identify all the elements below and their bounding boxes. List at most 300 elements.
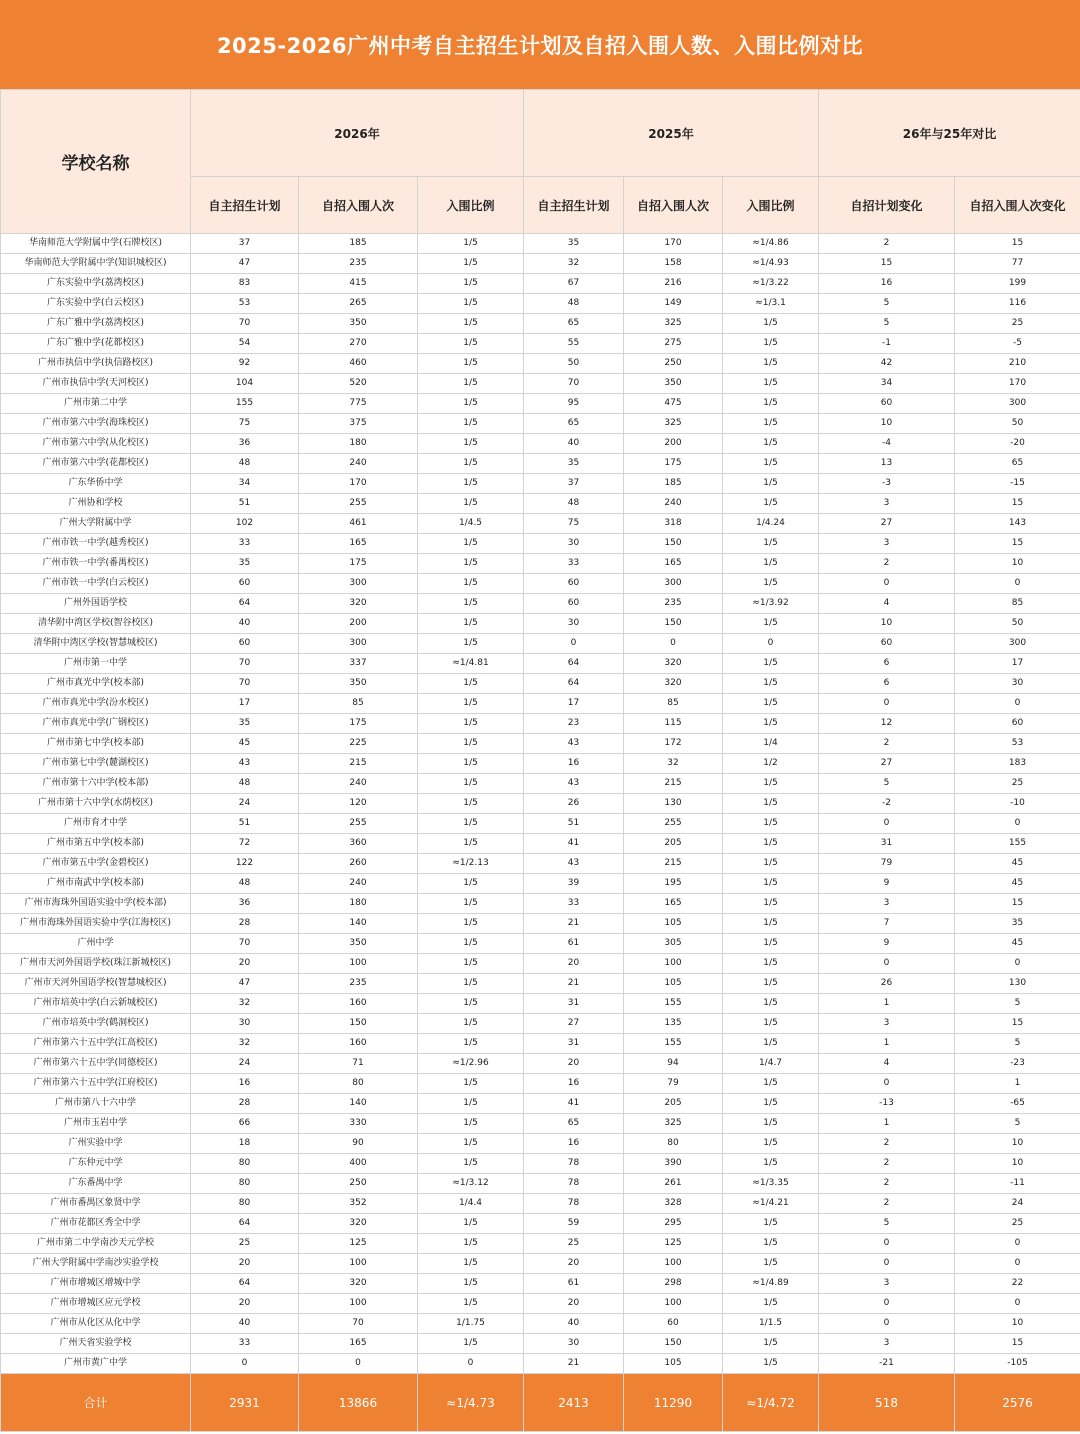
school-name-cell: 广州市第五中学(校本部) [1, 834, 191, 854]
value-cell: 21 [524, 974, 624, 994]
value-cell: 261 [624, 1174, 723, 1194]
value-cell: 0 [819, 1294, 955, 1314]
table-row [1, 1154, 1080, 1174]
value-cell: 72 [191, 834, 299, 854]
value-cell: 45 [955, 854, 1080, 874]
value-cell: 125 [624, 1234, 723, 1254]
table-row [1, 1174, 1080, 1194]
table-row [1, 734, 1080, 754]
value-cell: 1/5 [418, 1134, 524, 1154]
value-cell: 12 [819, 714, 955, 734]
value-cell: 2 [819, 554, 955, 574]
table-row [1, 1054, 1080, 1074]
school-name-cell: 广州协和学校 [1, 494, 191, 514]
school-name-cell: 广东华侨中学 [1, 474, 191, 494]
header-2025-shortlist: 自招入围人次 [624, 177, 723, 234]
value-cell: 48 [191, 774, 299, 794]
school-name-cell: 广州市第六中学(海珠校区) [1, 414, 191, 434]
value-cell: 20 [524, 954, 624, 974]
value-cell: 172 [624, 734, 723, 754]
school-name-cell: 清华附中湾区学校(智慧城校区) [1, 634, 191, 654]
value-cell: 1/5 [723, 1234, 819, 1254]
value-cell: 215 [299, 754, 418, 774]
value-cell: 95 [524, 394, 624, 414]
value-cell: 1/5 [418, 1014, 524, 1034]
value-cell: 1/5 [418, 994, 524, 1014]
value-cell: 185 [624, 474, 723, 494]
value-cell: ≈1/3.12 [418, 1174, 524, 1194]
value-cell: 16 [524, 1074, 624, 1094]
value-cell: 51 [524, 814, 624, 834]
value-cell: 1/5 [418, 974, 524, 994]
value-cell: 1/5 [723, 954, 819, 974]
value-cell: 80 [191, 1174, 299, 1194]
value-cell: 43 [524, 734, 624, 754]
school-name-cell: 广州市培英中学(白云新城校区) [1, 994, 191, 1014]
value-cell: 1/1.75 [418, 1314, 524, 1334]
value-cell: -4 [819, 434, 955, 454]
value-cell: 1/5 [723, 1094, 819, 1114]
school-name-cell: 广州市第六十五中学(江高校区) [1, 1034, 191, 1054]
value-cell: 1/5 [418, 254, 524, 274]
value-cell: ≈1/3.35 [723, 1174, 819, 1194]
value-cell: 1/5 [723, 774, 819, 794]
school-name-cell: 广州市天河外国语学校(珠江新城校区) [1, 954, 191, 974]
school-name-cell: 广州市第十六中学(校本部) [1, 774, 191, 794]
value-cell: 51 [191, 494, 299, 514]
value-cell: 43 [191, 754, 299, 774]
table-row [1, 774, 1080, 794]
value-cell: 75 [524, 514, 624, 534]
value-cell: ≈1/4.86 [723, 234, 819, 254]
value-cell: 130 [624, 794, 723, 814]
value-cell: 116 [955, 294, 1080, 314]
value-cell: 0 [819, 814, 955, 834]
value-cell: 78 [524, 1174, 624, 1194]
table-row [1, 1134, 1080, 1154]
value-cell: 70 [191, 934, 299, 954]
value-cell: 400 [299, 1154, 418, 1174]
value-cell: 120 [299, 794, 418, 814]
value-cell: 215 [624, 854, 723, 874]
value-cell: 360 [299, 834, 418, 854]
value-cell: 1/4 [723, 734, 819, 754]
value-cell: 1/5 [418, 234, 524, 254]
school-name-cell: 广州市第一中学 [1, 654, 191, 674]
value-cell: 1/5 [418, 594, 524, 614]
value-cell: 1/5 [418, 534, 524, 554]
value-cell: 31 [524, 994, 624, 1014]
value-cell: 1/5 [418, 614, 524, 634]
value-cell: 31 [819, 834, 955, 854]
value-cell: 32 [191, 994, 299, 1014]
table-row [1, 994, 1080, 1014]
value-cell: 1/5 [723, 794, 819, 814]
value-cell: 1/5 [723, 354, 819, 374]
value-cell: 61 [524, 1274, 624, 1294]
value-cell: 1/5 [723, 1214, 819, 1234]
value-cell: 2 [819, 1154, 955, 1174]
table-row [1, 614, 1080, 634]
school-name-cell: 广州市育才中学 [1, 814, 191, 834]
value-cell: 3 [819, 894, 955, 914]
value-cell: 0 [819, 1254, 955, 1274]
value-cell: 0 [191, 1354, 299, 1374]
value-cell: 24 [191, 1054, 299, 1074]
value-cell: 1/5 [723, 1074, 819, 1094]
value-cell: 0 [418, 1354, 524, 1374]
value-cell: 1/5 [418, 494, 524, 514]
value-cell: 1/5 [723, 714, 819, 734]
value-cell: 48 [191, 874, 299, 894]
value-cell: -15 [955, 474, 1080, 494]
value-cell: 24 [191, 794, 299, 814]
value-cell: 3 [819, 534, 955, 554]
value-cell: 32 [191, 1034, 299, 1054]
value-cell: 2 [819, 1194, 955, 1214]
value-cell: 40 [524, 434, 624, 454]
value-cell: 15 [955, 1334, 1080, 1354]
value-cell: 80 [299, 1074, 418, 1094]
value-cell: 66 [191, 1114, 299, 1134]
school-name-cell: 清华附中湾区学校(智谷校区) [1, 614, 191, 634]
value-cell: 30 [191, 1014, 299, 1034]
value-cell: 1/5 [418, 1294, 524, 1314]
value-cell: 100 [624, 1254, 723, 1274]
value-cell: 240 [299, 774, 418, 794]
school-name-cell: 广州市增城区应元学校 [1, 1294, 191, 1314]
school-name-cell: 广州市番禺区象贤中学 [1, 1194, 191, 1214]
value-cell: 35 [191, 714, 299, 734]
value-cell: 37 [191, 234, 299, 254]
value-cell: 65 [524, 414, 624, 434]
value-cell: 25 [955, 774, 1080, 794]
value-cell: 21 [524, 914, 624, 934]
value-cell: 64 [524, 654, 624, 674]
value-cell: 20 [191, 954, 299, 974]
table-row [1, 1234, 1080, 1254]
header-2026-shortlist: 自招入围人次 [299, 177, 418, 234]
value-cell: 25 [191, 1234, 299, 1254]
value-cell: 1/5 [418, 1074, 524, 1094]
school-name-cell: 广州市南武中学(校本部) [1, 874, 191, 894]
value-cell: 1/5 [723, 554, 819, 574]
table-row [1, 574, 1080, 594]
header-compare: 26年与25年对比 [819, 90, 1080, 177]
value-cell: 94 [624, 1054, 723, 1074]
value-cell: 149 [624, 294, 723, 314]
value-cell: 205 [624, 1094, 723, 1114]
value-cell: 300 [624, 574, 723, 594]
value-cell: 150 [624, 534, 723, 554]
enrollment-table [0, 89, 1080, 1432]
value-cell: 1/5 [723, 574, 819, 594]
table-row [1, 794, 1080, 814]
value-cell: 50 [955, 614, 1080, 634]
value-cell: 34 [191, 474, 299, 494]
value-cell: 325 [624, 314, 723, 334]
value-cell: 1/5 [723, 374, 819, 394]
value-cell: 1 [955, 1074, 1080, 1094]
value-cell: 1/5 [418, 574, 524, 594]
value-cell: 1/5 [723, 694, 819, 714]
table-row [1, 454, 1080, 474]
value-cell: 15 [955, 1014, 1080, 1034]
table-row [1, 534, 1080, 554]
value-cell: 240 [624, 494, 723, 514]
header-2026: 2026年 [191, 90, 524, 177]
value-cell: 60 [819, 394, 955, 414]
page-title: 2025-2026广州中考自主招生计划及自招入围人数、入围比例对比 [0, 0, 1080, 89]
value-cell: 78 [524, 1154, 624, 1174]
school-name-cell: 广州天省实验学校 [1, 1334, 191, 1354]
value-cell: 1/5 [723, 974, 819, 994]
value-cell: 1/4.24 [723, 514, 819, 534]
value-cell: 64 [191, 1274, 299, 1294]
value-cell: 350 [299, 674, 418, 694]
value-cell: 0 [819, 1234, 955, 1254]
value-cell: 1/5 [723, 1114, 819, 1134]
value-cell: 10 [955, 1314, 1080, 1334]
value-cell: 0 [819, 694, 955, 714]
value-cell: 165 [624, 554, 723, 574]
value-cell: 1/5 [723, 494, 819, 514]
value-cell: 1/5 [418, 674, 524, 694]
school-name-cell: 广东实验中学(荔湾校区) [1, 274, 191, 294]
value-cell: 390 [624, 1154, 723, 1174]
school-name-cell: 广州外国语学校 [1, 594, 191, 614]
table-row [1, 334, 1080, 354]
value-cell: 35 [191, 554, 299, 574]
table-row [1, 1354, 1080, 1374]
total-cell: 2931 [191, 1374, 299, 1432]
value-cell: 199 [955, 274, 1080, 294]
table-row [1, 874, 1080, 894]
value-cell: 10 [955, 554, 1080, 574]
table-row [1, 594, 1080, 614]
table-row [1, 1334, 1080, 1354]
value-cell: 25 [524, 1234, 624, 1254]
school-name-cell: 广东广雅中学(荔湾校区) [1, 314, 191, 334]
table-row [1, 1114, 1080, 1134]
school-name-cell: 广东仲元中学 [1, 1154, 191, 1174]
value-cell: 75 [191, 414, 299, 434]
value-cell: 10 [955, 1134, 1080, 1154]
value-cell: 0 [819, 574, 955, 594]
school-name-cell: 广州市天河外国语学校(智慧城校区) [1, 974, 191, 994]
value-cell: 200 [299, 614, 418, 634]
value-cell: 1/1.5 [723, 1314, 819, 1334]
table-row [1, 914, 1080, 934]
value-cell: 0 [524, 634, 624, 654]
school-name-cell: 广州市增城区增城中学 [1, 1274, 191, 1294]
value-cell: 3 [819, 1014, 955, 1034]
value-cell: 1/5 [723, 1354, 819, 1374]
value-cell: 100 [624, 1294, 723, 1314]
value-cell: 1/5 [723, 1254, 819, 1274]
value-cell: 0 [819, 954, 955, 974]
value-cell: 337 [299, 654, 418, 674]
value-cell: 255 [299, 494, 418, 514]
value-cell: 30 [524, 1334, 624, 1354]
school-name-cell: 广州市第五中学(金碧校区) [1, 854, 191, 874]
value-cell: 80 [191, 1194, 299, 1214]
school-name-cell: 广州市从化区从化中学 [1, 1314, 191, 1334]
value-cell: 60 [819, 634, 955, 654]
value-cell: 6 [819, 654, 955, 674]
value-cell: 100 [299, 1254, 418, 1274]
value-cell: -21 [819, 1354, 955, 1374]
value-cell: 320 [624, 654, 723, 674]
value-cell: -13 [819, 1094, 955, 1114]
value-cell: 1/5 [723, 814, 819, 834]
value-cell: 158 [624, 254, 723, 274]
value-cell: 70 [299, 1314, 418, 1334]
value-cell: 34 [819, 374, 955, 394]
value-cell: -5 [955, 334, 1080, 354]
value-cell: 175 [299, 714, 418, 734]
table-row [1, 1074, 1080, 1094]
value-cell: 5 [819, 774, 955, 794]
value-cell: 250 [624, 354, 723, 374]
table-row [1, 674, 1080, 694]
table-row [1, 414, 1080, 434]
value-cell: 1/5 [723, 614, 819, 634]
value-cell: 102 [191, 514, 299, 534]
value-cell: 255 [624, 814, 723, 834]
value-cell: 320 [299, 1214, 418, 1234]
value-cell: 28 [191, 914, 299, 934]
table-row [1, 514, 1080, 534]
value-cell: 2 [819, 734, 955, 754]
value-cell: 70 [524, 374, 624, 394]
table-row [1, 474, 1080, 494]
value-cell: 28 [191, 1094, 299, 1114]
value-cell: 210 [955, 354, 1080, 374]
value-cell: 27 [819, 754, 955, 774]
value-cell: 320 [299, 594, 418, 614]
value-cell: 13 [819, 454, 955, 474]
school-name-cell: 华南师范大学附属中学(石牌校区) [1, 234, 191, 254]
value-cell: 65 [524, 314, 624, 334]
value-cell: 275 [624, 334, 723, 354]
value-cell: 350 [299, 314, 418, 334]
value-cell: 1/5 [418, 774, 524, 794]
value-cell: 775 [299, 394, 418, 414]
value-cell: 1/5 [723, 674, 819, 694]
value-cell: 25 [955, 1214, 1080, 1234]
value-cell: 1/5 [418, 894, 524, 914]
value-cell: 160 [299, 994, 418, 1014]
value-cell: 33 [191, 534, 299, 554]
value-cell: 48 [191, 454, 299, 474]
table-row [1, 494, 1080, 514]
value-cell: 0 [955, 814, 1080, 834]
value-cell: 300 [299, 574, 418, 594]
value-cell: 27 [819, 514, 955, 534]
value-cell: 1/5 [723, 1294, 819, 1314]
value-cell: 79 [819, 854, 955, 874]
value-cell: 64 [524, 674, 624, 694]
value-cell: 10 [819, 614, 955, 634]
value-cell: 240 [299, 874, 418, 894]
value-cell: 170 [299, 474, 418, 494]
value-cell: 318 [624, 514, 723, 534]
value-cell: 0 [624, 634, 723, 654]
value-cell: 1/5 [418, 314, 524, 334]
value-cell: 330 [299, 1114, 418, 1134]
value-cell: 20 [524, 1054, 624, 1074]
value-cell: 70 [191, 674, 299, 694]
value-cell: 31 [524, 1034, 624, 1054]
value-cell: 265 [299, 294, 418, 314]
value-cell: 22 [955, 1274, 1080, 1294]
school-name-cell: 广州市铁一中学(番禺校区) [1, 554, 191, 574]
value-cell: 90 [299, 1134, 418, 1154]
value-cell: 59 [524, 1214, 624, 1234]
value-cell: 25 [955, 314, 1080, 334]
value-cell: 1/4.5 [418, 514, 524, 534]
school-name-cell: 广州市海珠外国语实验中学(校本部) [1, 894, 191, 914]
value-cell: 215 [624, 774, 723, 794]
table-row [1, 654, 1080, 674]
value-cell: 140 [299, 914, 418, 934]
value-cell: 70 [191, 654, 299, 674]
school-name-cell: 广州市真光中学(校本部) [1, 674, 191, 694]
value-cell: 1/5 [418, 814, 524, 834]
value-cell: 20 [524, 1294, 624, 1314]
value-cell: 15 [955, 534, 1080, 554]
value-cell: 41 [524, 1094, 624, 1114]
value-cell: -2 [819, 794, 955, 814]
value-cell: 1/5 [418, 734, 524, 754]
value-cell: 60 [955, 714, 1080, 734]
value-cell: 1/5 [418, 454, 524, 474]
value-cell: 83 [191, 274, 299, 294]
table-row [1, 694, 1080, 714]
value-cell: ≈1/2.13 [418, 854, 524, 874]
value-cell: 16 [819, 274, 955, 294]
value-cell: 85 [624, 694, 723, 714]
value-cell: 260 [299, 854, 418, 874]
value-cell: 150 [624, 1334, 723, 1354]
table-row [1, 634, 1080, 654]
value-cell: 85 [955, 594, 1080, 614]
value-cell: 461 [299, 514, 418, 534]
value-cell: 20 [191, 1294, 299, 1314]
value-cell: 5 [955, 1034, 1080, 1054]
value-cell: 325 [624, 414, 723, 434]
value-cell: 170 [624, 234, 723, 254]
school-name-cell: 广州市第七中学(麓湖校区) [1, 754, 191, 774]
value-cell: 1/5 [418, 1154, 524, 1174]
value-cell: -65 [955, 1094, 1080, 1114]
value-cell: 175 [624, 454, 723, 474]
value-cell: 1/5 [418, 274, 524, 294]
total-cell: ≈1/4.73 [418, 1374, 524, 1432]
value-cell: 1/5 [418, 334, 524, 354]
value-cell: 40 [524, 1314, 624, 1334]
school-name-cell: 广州市第二中学 [1, 394, 191, 414]
value-cell: 45 [955, 934, 1080, 954]
value-cell: 1/5 [723, 1034, 819, 1054]
value-cell: 55 [524, 334, 624, 354]
value-cell: 33 [524, 554, 624, 574]
value-cell: 35 [524, 454, 624, 474]
value-cell: 3 [819, 1334, 955, 1354]
value-cell: 5 [955, 994, 1080, 1014]
value-cell: 64 [191, 594, 299, 614]
